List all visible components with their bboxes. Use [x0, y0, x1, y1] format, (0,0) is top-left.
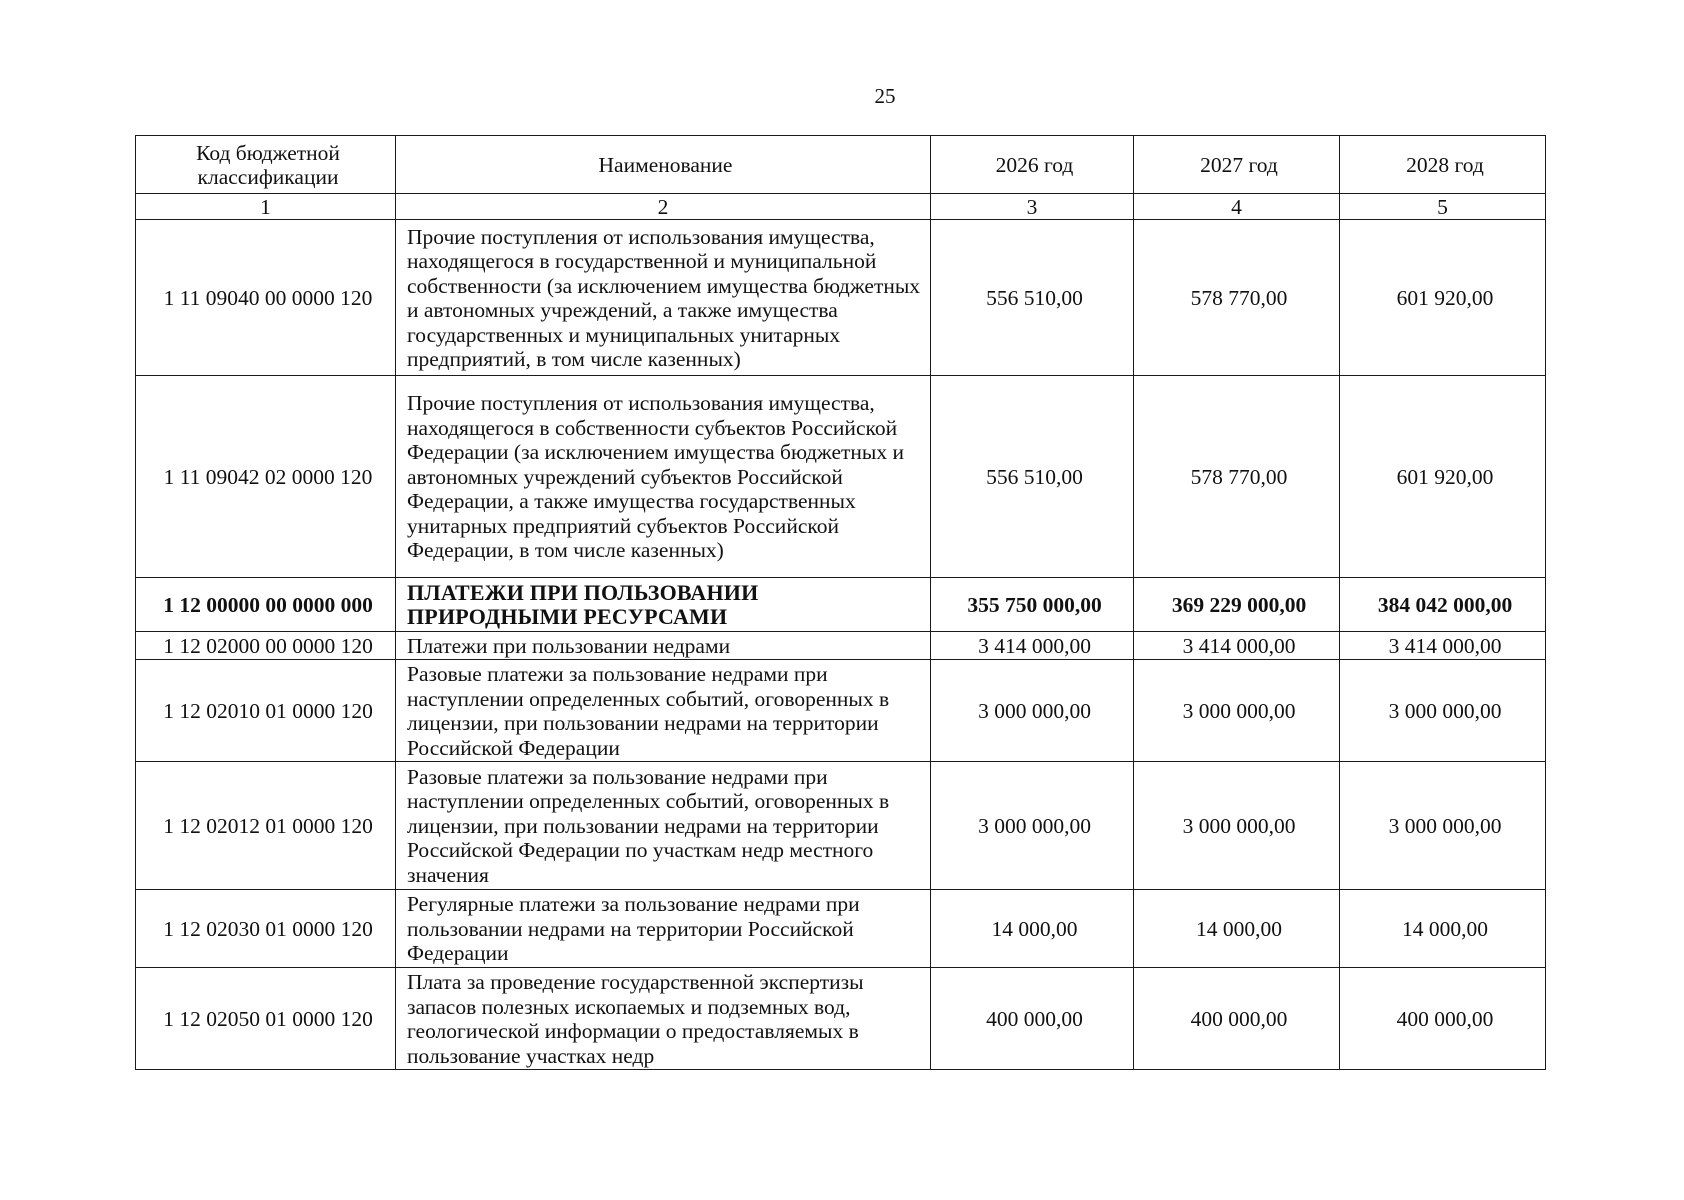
value-2028-cell: 384 042 000,00 — [1340, 578, 1546, 632]
budget-code-cell: 1 12 02010 01 0000 120 — [136, 660, 396, 762]
table-header-row — [136, 136, 1546, 194]
value-2026-cell: 355 750 000,00 — [931, 578, 1134, 632]
value-2027-cell: 369 229 000,00 — [1134, 578, 1340, 632]
table-row — [136, 890, 1546, 968]
name-cell: Прочие поступления от использования имущества, находящегося в государственной и муниципальной собственности (за исключением имущества бюджетных и автономных учреждений, а также имущества государственных и муниципальных унитарных предприятий, в том числе казенных) — [396, 220, 931, 376]
value-2028-cell: 3 414 000,00 — [1340, 632, 1546, 660]
budget-code-cell: 1 11 09042 02 0000 120 — [136, 376, 396, 578]
value-2028-cell: 3 000 000,00 — [1340, 762, 1546, 890]
budget-code-cell: 1 12 00000 00 0000 000 — [136, 578, 396, 632]
name-cell: Прочие поступления от использования имущества, находящегося в собственности субъектов Российской Федерации (за исключением имущества бюджетных и автономных учреждений субъектов Российской Федерации, а также имущества государственных унитарных предприятий субъектов Российской Федерации, в том числе казенных) — [396, 376, 931, 578]
column-number: 2 — [396, 194, 931, 220]
value-2026-cell: 556 510,00 — [931, 220, 1134, 376]
column-number: 1 — [136, 194, 396, 220]
value-2027-cell: 400 000,00 — [1134, 968, 1340, 1070]
header-year-2027: 2027 год — [1134, 136, 1340, 194]
value-2028-cell: 400 000,00 — [1340, 968, 1546, 1070]
budget-code-cell: 1 12 02012 01 0000 120 — [136, 762, 396, 890]
column-number: 5 — [1340, 194, 1546, 220]
table-row — [136, 968, 1546, 1070]
table-row — [136, 376, 1546, 578]
name-cell: Разовые платежи за пользование недрами при наступлении определенных событий, оговоренных в лицензии, при пользовании недрами на территории Российской Федерации по участкам недр местного значения — [396, 762, 931, 890]
value-2027-cell: 3 414 000,00 — [1134, 632, 1340, 660]
name-cell: Платежи при пользовании недрами — [396, 632, 931, 660]
value-2028-cell: 3 000 000,00 — [1340, 660, 1546, 762]
value-2028-cell: 14 000,00 — [1340, 890, 1546, 968]
header-name: Наименование — [396, 136, 931, 194]
table-row — [136, 762, 1546, 890]
name-cell: Плата за проведение государственной экспертизы запасов полезных ископаемых и подземных вод, геологической информации о предоставляемых в пользование участках недр — [396, 968, 931, 1070]
table-row — [136, 632, 1546, 660]
budget-code-cell: 1 12 02030 01 0000 120 — [136, 890, 396, 968]
table-row-section-total — [136, 578, 1546, 632]
budget-code-cell: 1 11 09040 00 0000 120 — [136, 220, 396, 376]
header-year-2028: 2028 год — [1340, 136, 1546, 194]
value-2026-cell: 3 414 000,00 — [931, 632, 1134, 660]
name-cell: Разовые платежи за пользование недрами при наступлении определенных событий, оговоренных в лицензии, при пользовании недрами на территории Российской Федерации — [396, 660, 931, 762]
value-2026-cell: 400 000,00 — [931, 968, 1134, 1070]
value-2026-cell: 3 000 000,00 — [931, 660, 1134, 762]
value-2027-cell: 3 000 000,00 — [1134, 762, 1340, 890]
budget-revenue-table — [135, 135, 1546, 1070]
value-2027-cell: 578 770,00 — [1134, 376, 1340, 578]
value-2026-cell: 14 000,00 — [931, 890, 1134, 968]
column-number: 3 — [931, 194, 1134, 220]
budget-code-cell: 1 12 02000 00 0000 120 — [136, 632, 396, 660]
value-2026-cell: 556 510,00 — [931, 376, 1134, 578]
table-row — [136, 220, 1546, 376]
name-cell: Регулярные платежи за пользование недрами при пользовании недрами на территории Российской Федерации — [396, 890, 931, 968]
column-number: 4 — [1134, 194, 1340, 220]
table-row — [136, 660, 1546, 762]
value-2028-cell: 601 920,00 — [1340, 376, 1546, 578]
budget-code-cell: 1 12 02050 01 0000 120 — [136, 968, 396, 1070]
value-2028-cell: 601 920,00 — [1340, 220, 1546, 376]
column-number-row — [136, 194, 1546, 220]
page-number: 25 — [874, 84, 896, 108]
value-2027-cell: 3 000 000,00 — [1134, 660, 1340, 762]
value-2027-cell: 578 770,00 — [1134, 220, 1340, 376]
name-cell: ПЛАТЕЖИ ПРИ ПОЛЬЗОВАНИИ ПРИРОДНЫМИ РЕСУРСАМИ — [396, 578, 931, 632]
header-budget-code: Код бюджетной классификации — [136, 136, 396, 194]
value-2026-cell: 3 000 000,00 — [931, 762, 1134, 890]
header-year-2026: 2026 год — [931, 136, 1134, 194]
value-2027-cell: 14 000,00 — [1134, 890, 1340, 968]
